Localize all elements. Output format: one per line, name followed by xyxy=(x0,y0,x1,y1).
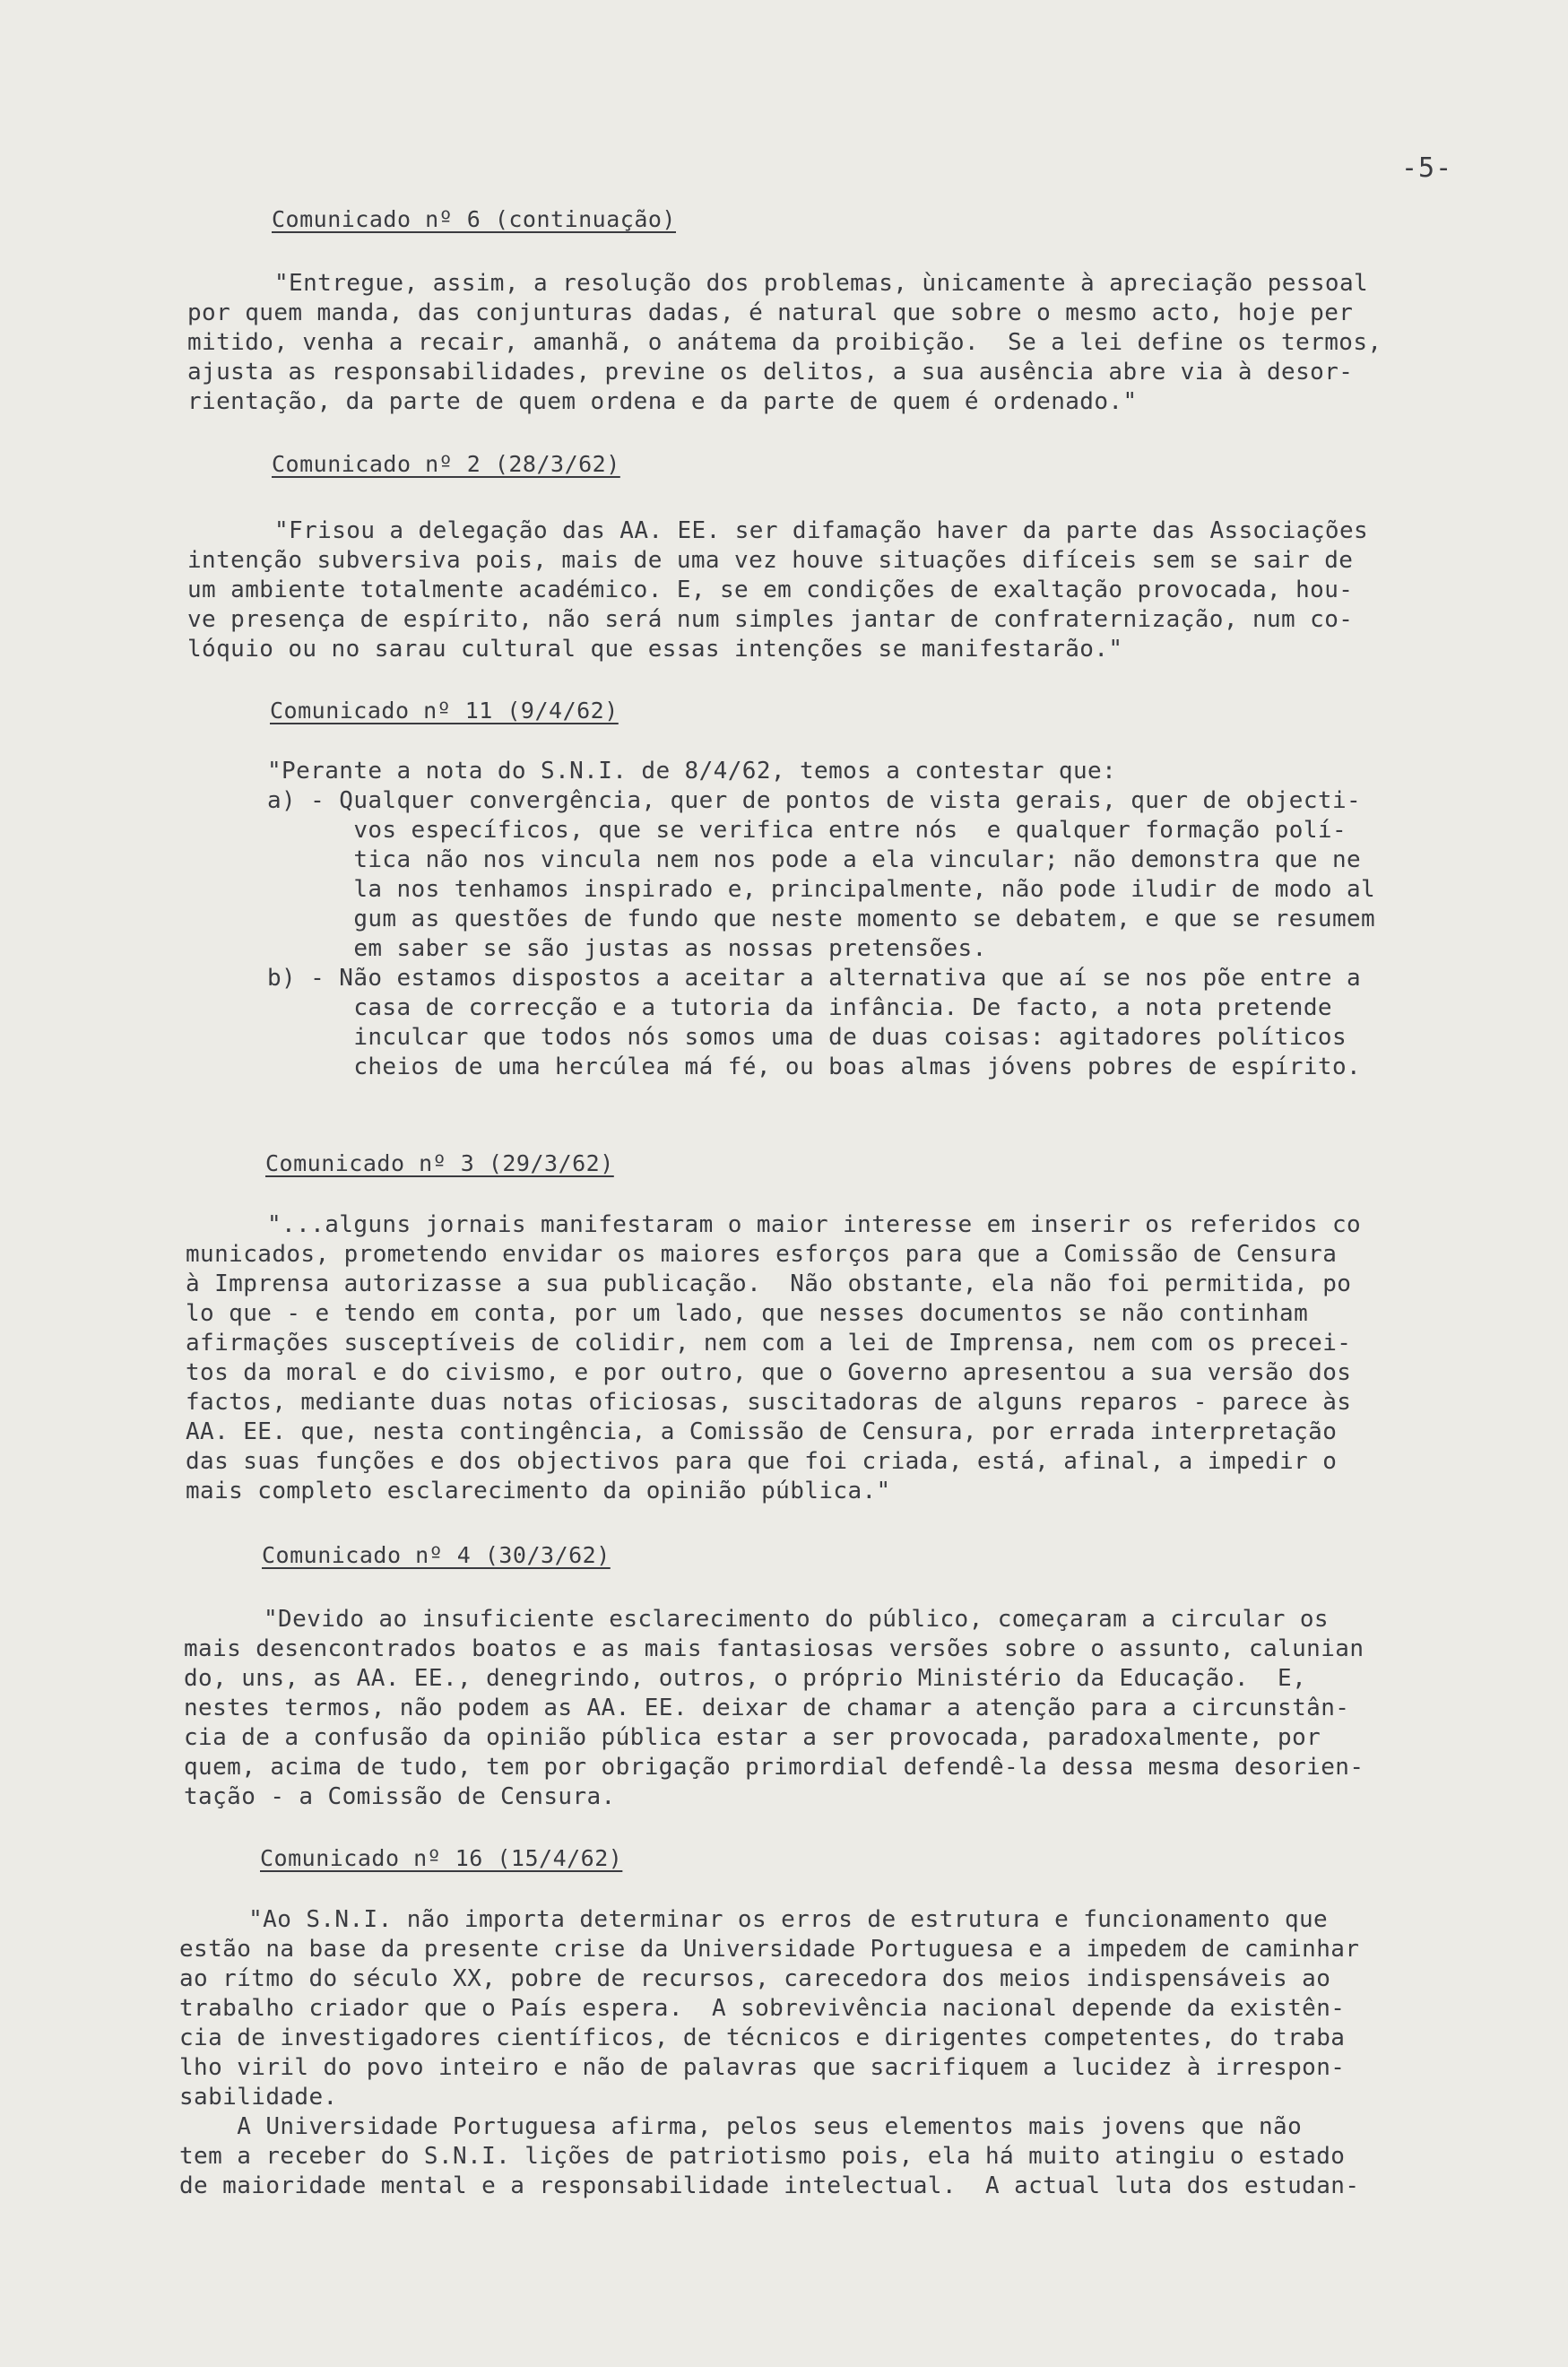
text-line: tos da moral e do civismo, e por outro, que o Governo apresentou a sua versão dos xyxy=(186,1359,1352,1386)
text-line: municados, prometendo envidar os maiores esforços para que a Comissão de Censura xyxy=(186,1241,1338,1268)
text-line: tica não nos vincula nem nos pode a ela vincular; não demonstra que ne xyxy=(267,846,1362,873)
section-heading: Comunicado nº 6 (continuação) xyxy=(272,206,676,232)
text-line: mais completo esclarecimento da opinião pública." xyxy=(186,1478,891,1504)
text-line: trabalho criador que o País espera. A sobrevivência nacional depende da existên- xyxy=(179,1995,1346,2022)
page-number: -5- xyxy=(1401,152,1453,184)
section-heading: Comunicado nº 3 (29/3/62) xyxy=(265,1150,614,1176)
text-line: inculcar que todos nós somos uma de duas coisas: agitadores políticos xyxy=(267,1024,1347,1051)
text-line: quem, acima de tudo, tem por obrigação primordial defendê-la dessa mesma desorien- xyxy=(184,1754,1364,1781)
text-line: gum as questões de fundo que neste momento se debatem, e que se resumem xyxy=(267,906,1376,932)
section-heading: Comunicado nº 11 (9/4/62) xyxy=(270,698,619,724)
text-line: AA. EE. que, nesta contingência, a Comissão de Censura, por errada interpretação xyxy=(186,1418,1338,1445)
text-line: "Devido ao insuficiente esclarecimento do público, começaram a circular os xyxy=(264,1606,1329,1633)
text-line: mitido, venha a recair, amanhã, o anátema da proibição. Se a lei define os termos, xyxy=(187,329,1382,356)
text-line: cheios de uma hercúlea má fé, ou boas almas jóvens pobres de espírito. xyxy=(267,1053,1362,1080)
section-heading: Comunicado nº 2 (28/3/62) xyxy=(272,451,620,477)
text-line: la nos tenhamos inspirado e, principalmente, não pode iludir de modo al xyxy=(267,876,1376,903)
text-line: factos, mediante duas notas oficiosas, suscitadoras de alguns reparos - parece às xyxy=(186,1389,1352,1416)
text-line: tação - a Comissão de Censura. xyxy=(184,1783,616,1810)
text-line: lóquio ou no sarau cultural que essas intenções se manifestarão." xyxy=(187,636,1123,663)
text-line: de maioridade mental e a responsabilidade intelectual. A actual luta dos estudan- xyxy=(179,2172,1360,2199)
text-line: ao rítmo do século XX, pobre de recursos, carecedora dos meios indispensáveis ao xyxy=(179,1965,1331,1992)
text-line: "...alguns jornais manifestaram o maior interesse em inserir os referidos co xyxy=(267,1211,1362,1238)
text-line: lo que - e tendo em conta, por um lado, que nesses documentos se não continham xyxy=(186,1300,1309,1327)
section-heading: Comunicado nº 4 (30/3/62) xyxy=(262,1542,611,1568)
text-line: "Ao S.N.I. não importa determinar os erros de estrutura e funcionamento que xyxy=(220,1906,1329,1933)
text-line: à Imprensa autorizasse a sua publicação. Não obstante, ela não foi permitida, po xyxy=(186,1270,1352,1297)
text-line: "Frisou a delegação das AA. EE. ser difamação haver da parte das Associações xyxy=(274,517,1369,544)
text-line: "Entregue, assim, a resolução dos problemas, ùnicamente à apreciação pessoal xyxy=(274,270,1369,297)
text-line: nestes termos, não podem as AA. EE. deixar de chamar a atenção para a circunstân- xyxy=(184,1695,1350,1721)
text-line: das suas funções e dos objectivos para que foi criada, está, afinal, a impedir o xyxy=(186,1448,1338,1475)
text-line: A Universidade Portuguesa afirma, pelos seus elementos mais jovens que não xyxy=(179,2113,1303,2140)
text-line: tem a receber do S.N.I. lições de patriotismo pois, ela há muito atingiu o estado xyxy=(179,2143,1346,2170)
text-line: vos específicos, que se verifica entre nós e qualquer formação polí- xyxy=(267,817,1347,844)
section-heading: Comunicado nº 16 (15/4/62) xyxy=(260,1845,623,1871)
list-item-a: a) - Qualquer convergência, quer de pontos de vista gerais, quer de objecti- xyxy=(267,787,1362,814)
text-line: um ambiente totalmente académico. E, se em condições de exaltação provocada, hou- xyxy=(187,577,1354,603)
list-item-b: b) - Não estamos dispostos a aceitar a alternativa que aí se nos põe entre a xyxy=(267,965,1362,992)
text-line: casa de correcção e a tutoria da infância. De facto, a nota pretende xyxy=(267,994,1332,1021)
text-line: lho viril do povo inteiro e não de palavras que sacrifiquem a lucidez à irrespon- xyxy=(179,2054,1346,2081)
text-line: "Perante a nota do S.N.I. de 8/4/62, temos a contestar que: xyxy=(267,758,1117,785)
text-line: rientação, da parte de quem ordena e da parte de quem é ordenado." xyxy=(187,388,1138,415)
text-line: ve presença de espírito, não será num simples jantar de confraternização, num co- xyxy=(187,606,1354,633)
text-line: ajusta as responsabilidades, previne os delitos, a sua ausência abre via à desor- xyxy=(187,359,1354,386)
text-line: em saber se são justas as nossas pretensões. xyxy=(267,935,987,962)
text-line: do, uns, as AA. EE., denegrindo, outros, o próprio Ministério da Educação. E, xyxy=(184,1665,1307,1692)
text-line: por quem manda, das conjunturas dadas, é natural que sobre o mesmo acto, hoje per xyxy=(187,299,1354,326)
text-line: cia de a confusão da opinião pública estar a ser provocada, paradoxalmente, por xyxy=(184,1724,1321,1751)
text-line: intenção subversiva pois, mais de uma vez houve situações difíceis sem se sair de xyxy=(187,547,1354,574)
text-line: cia de investigadores científicos, de técnicos e dirigentes competentes, do traba xyxy=(179,2025,1346,2051)
text-line: estão na base da presente crise da Universidade Portuguesa e a impedem de caminhar xyxy=(179,1936,1360,1963)
text-line: mais desencontrados boatos e as mais fantasiosas versões sobre o assunto, calunian xyxy=(184,1635,1364,1662)
text-line: afirmações susceptíveis de colidir, nem com a lei de Imprensa, nem com os precei- xyxy=(186,1330,1352,1357)
text-line: sabilidade. xyxy=(179,2084,338,2111)
